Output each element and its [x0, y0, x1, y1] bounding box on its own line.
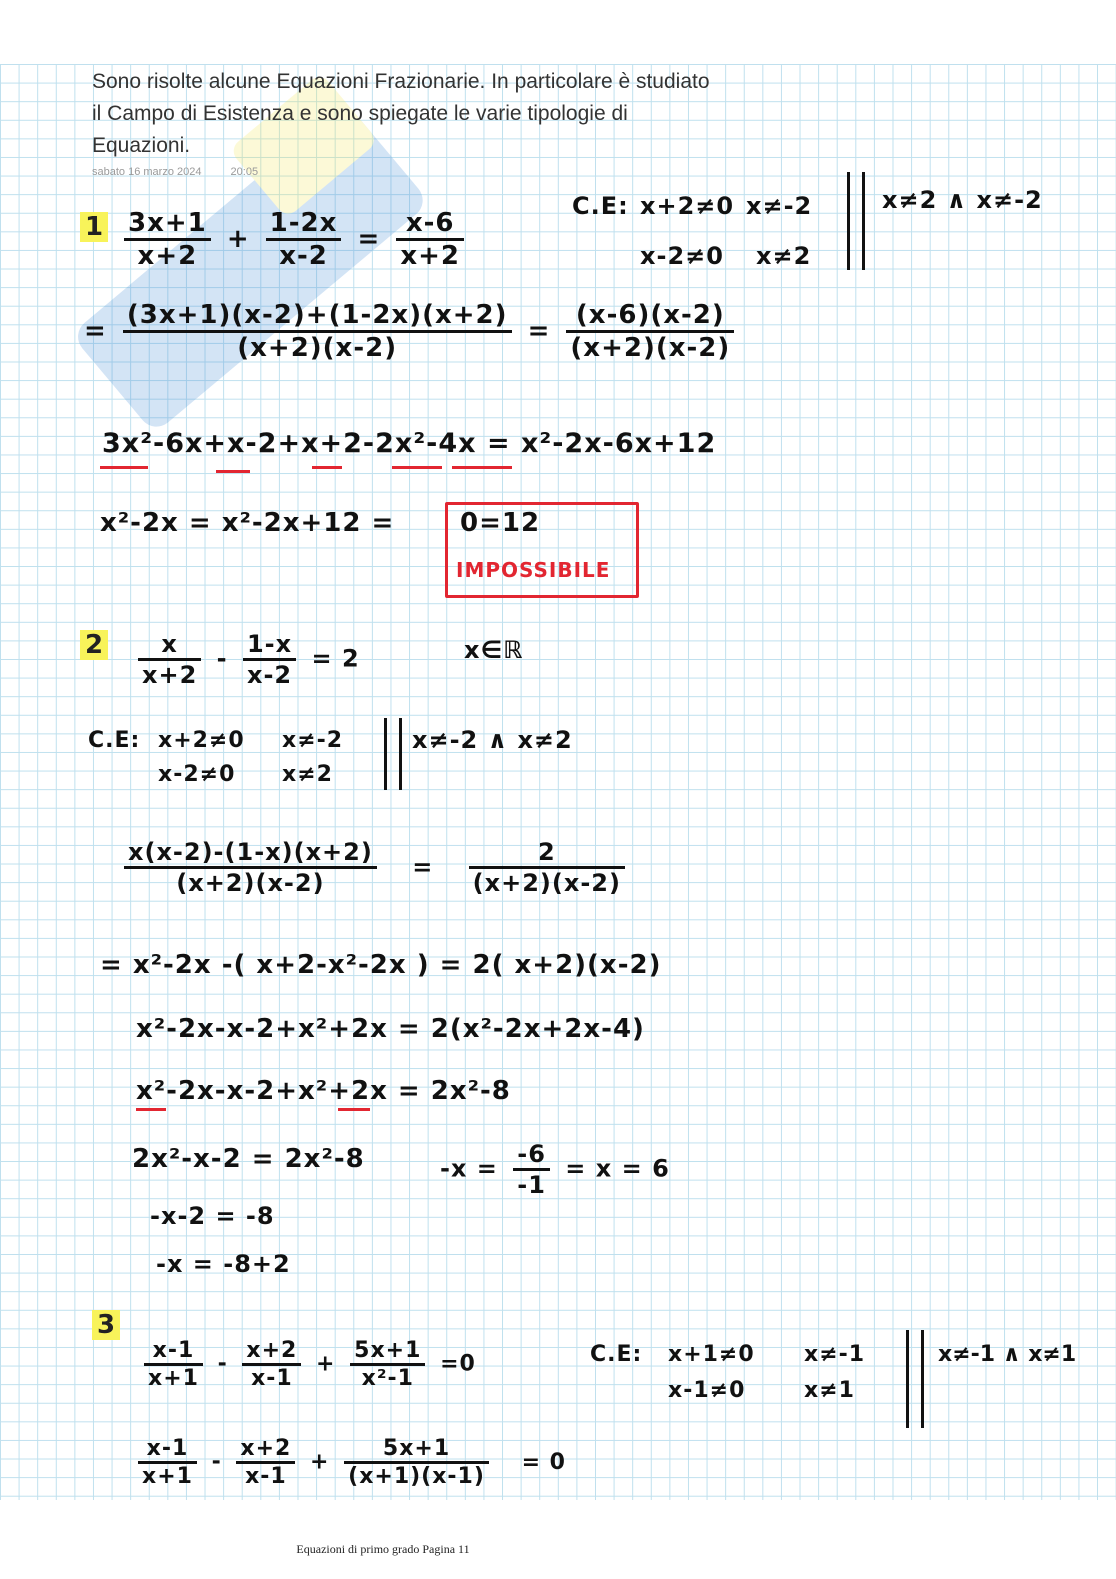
fraction-numerator: x+2	[236, 1436, 295, 1464]
fraction-numerator: x	[138, 630, 201, 661]
fraction-denominator: (x+2)(x-2)	[237, 333, 398, 363]
exercise-2-ce-result-2: x≠2	[282, 762, 333, 787]
red-underline	[312, 466, 342, 469]
note-time: 20:05	[230, 166, 259, 178]
exercise-3-ce-label: C.E:	[590, 1342, 643, 1367]
exercise-1-step-3: x²-2x = x²-2x+12 =	[100, 508, 395, 538]
exercise-1-ce-final: x≠2 ∧ x≠-2	[882, 186, 1043, 214]
fraction-numerator: 2	[469, 838, 625, 869]
fraction-numerator: (x-6)(x-2)	[566, 300, 734, 333]
exercise-3-number: 3	[92, 1310, 120, 1340]
operator-plus: +	[226, 224, 250, 254]
fraction-denominator: x-2	[279, 241, 328, 271]
red-underline	[216, 470, 250, 473]
exercise-2-ce-result-1: x≠-2	[282, 728, 344, 753]
fraction-denominator: (x+2)(x-2)	[570, 333, 731, 363]
fraction-numerator: 1-2x	[266, 208, 342, 241]
exercise-2-step-4: 2x²-x-2 = 2x²-8	[132, 1144, 365, 1174]
exercise-2-equation	[132, 630, 360, 689]
operator-plus: +	[316, 1351, 336, 1377]
separator-double-bar	[384, 718, 402, 790]
fraction-numerator: 5x+1	[350, 1338, 425, 1366]
exercise-3-step-1	[132, 1436, 566, 1489]
red-underline	[392, 466, 442, 469]
red-underline	[452, 466, 512, 469]
exercise-1-ce-result-1: x≠-2	[746, 192, 813, 220]
fraction-denominator: x-1	[251, 1366, 293, 1391]
fraction-numerator: x-1	[138, 1436, 197, 1464]
separator-double-bar	[906, 1330, 924, 1428]
exercise-2-step-6: -x = -8+2	[156, 1250, 291, 1278]
exercise-2-step-fraction: $\frac{x(x-2)-(1-x)(x+2)}{(x+2)(x-2)}$ = $\frac{2}{(x+2)(x-2)}$	[118, 838, 631, 897]
exercise-2-solution	[440, 1140, 670, 1199]
operator-minus: -	[217, 1351, 228, 1377]
fraction-numerator: x-6	[396, 208, 464, 241]
exercise-1-step-1: = $\frac{(3x+1)(x-2)+(1-2x)(x+2)}{(x+2)(x-2)}$ = $\frac{(x-6)(x-2)}{(x+2)(x-2)}$	[84, 300, 740, 363]
fraction-denominator: (x+2)(x-2)	[176, 869, 325, 897]
fraction-denominator: x²-1	[361, 1366, 414, 1391]
fraction-denominator: x+1	[142, 1464, 193, 1489]
exercise-2-domain: x∈ℝ	[464, 636, 524, 664]
exercise-2-ce-condition-1: x+2≠0	[158, 728, 245, 753]
fraction-denominator: -1	[517, 1171, 546, 1199]
fraction-numerator: -6	[513, 1140, 550, 1171]
exercise-1-equation	[118, 208, 470, 271]
fraction-denominator: (x+1)(x-1)	[348, 1464, 485, 1489]
fraction-denominator: x+1	[148, 1366, 199, 1391]
fraction-denominator: (x+2)(x-2)	[472, 869, 621, 897]
fraction-numerator: 3x+1	[124, 208, 211, 241]
exercise-2-ce-label: C.E:	[88, 728, 141, 753]
exercise-1-step-2: 3x²-6x+x-2+x+2-2x²-4x = x²-2x-6x+12	[102, 428, 717, 459]
note-date: sabato 16 marzo 2024	[92, 166, 202, 178]
operator-minus: -	[216, 644, 228, 673]
fraction-numerator: x-1	[144, 1338, 203, 1366]
exercise-1-result: 0=12	[460, 508, 541, 538]
fraction-denominator: x+2	[142, 661, 198, 689]
exercise-2-step-2: x²-2x-x-2+x²+2x = 2(x²-2x+2x-4)	[136, 1014, 645, 1044]
intro-text: Sono risolte alcune Equazioni Frazionarie. In particolare è studiato il Campo di Esistenza e sono spiegate le varie tipologie di Equazioni.	[92, 70, 710, 157]
equation-rhs: = 2	[311, 644, 360, 673]
fraction-denominator: x-1	[245, 1464, 287, 1489]
exercise-1-ce-result-2: x≠2	[756, 242, 812, 270]
operator-minus: -	[211, 1449, 222, 1475]
red-underline	[136, 1108, 166, 1111]
fraction-numerator: x(x-2)-(1-x)(x+2)	[124, 838, 377, 869]
operator-equals: =	[357, 224, 381, 254]
exercise-2-step-5: -x-2 = -8	[150, 1202, 275, 1230]
exercise-1-ce-condition-2: x-2≠0	[640, 242, 724, 270]
fraction-denominator: x+2	[137, 241, 198, 271]
exercise-2-ce-final: x≠-2 ∧ x≠2	[412, 726, 573, 754]
equation-rhs: =0	[440, 1351, 476, 1377]
exercise-3-ce-condition-2: x-1≠0	[668, 1378, 746, 1403]
operator-plus: +	[310, 1449, 330, 1475]
note-timestamp	[92, 166, 284, 178]
exercise-3-ce-result-1: x≠-1	[804, 1342, 866, 1367]
exercise-2-ce-condition-2: x-2≠0	[158, 762, 236, 787]
exercise-2-number: 2	[80, 630, 108, 660]
exercise-3-ce-condition-1: x+1≠0	[668, 1342, 755, 1367]
fraction-numerator: (3x+1)(x-2)+(1-2x)(x+2)	[123, 300, 512, 333]
exercise-2-step-3: x²-2x-x-2+x²+2x = 2x²-8	[136, 1076, 511, 1106]
solution-rhs: = x = 6	[565, 1154, 670, 1183]
fraction-denominator: x+2	[400, 241, 460, 271]
red-underline	[100, 466, 148, 469]
equation-rhs: = 0	[521, 1449, 566, 1475]
exercise-3-ce-final: x≠-1 ∧ x≠1	[938, 1342, 1077, 1367]
exercise-1-result-label: IMPOSSIBILE	[456, 558, 611, 582]
exercise-2-step-1: = x²-2x -( x+2-x²-2x ) = 2( x+2)(x-2)	[100, 950, 662, 980]
exercise-1-ce-label: C.E:	[572, 192, 629, 220]
fraction-numerator: x+2	[242, 1338, 301, 1366]
fraction-numerator: 5x+1	[344, 1436, 489, 1464]
separator-double-bar	[847, 172, 865, 270]
footer-text: Equazioni di primo grado Pagina 11	[296, 1542, 470, 1556]
exercise-1-number: 1	[80, 212, 108, 242]
fraction-denominator: x-2	[246, 661, 293, 689]
fraction-numerator: 1-x	[243, 630, 296, 661]
page-footer	[0, 1542, 1116, 1557]
exercise-3-ce-result-2: x≠1	[804, 1378, 855, 1403]
solution-lhs: -x =	[440, 1154, 498, 1183]
red-underline	[338, 1108, 370, 1111]
exercise-3-equation	[138, 1338, 476, 1391]
exercise-1-ce-condition-1: x+2≠0	[640, 192, 735, 220]
